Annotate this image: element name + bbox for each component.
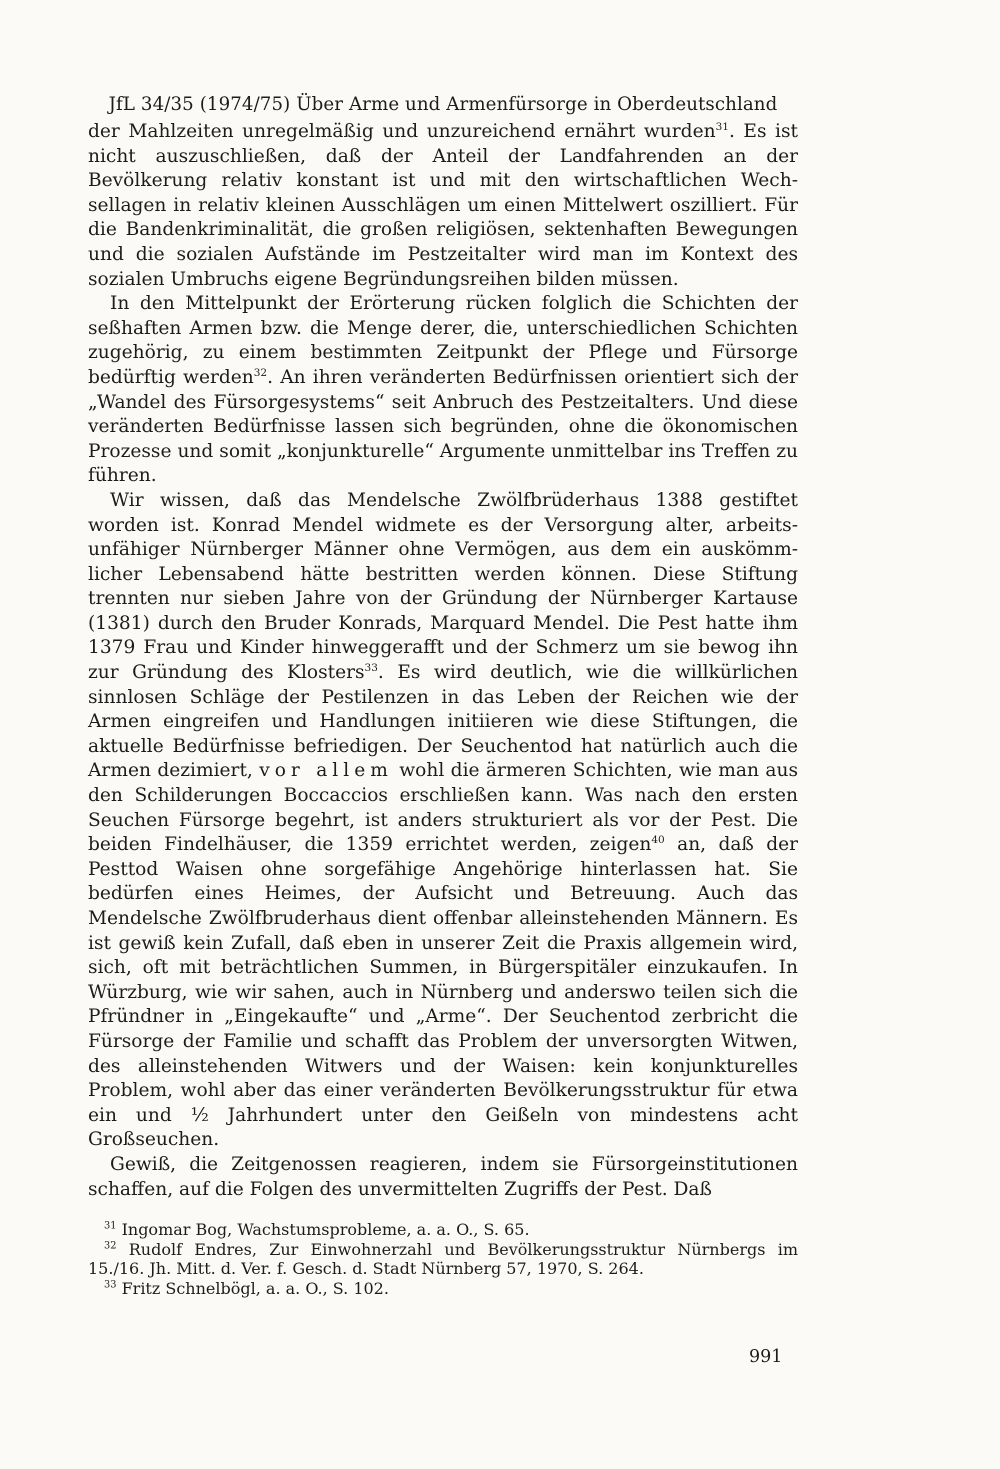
paragraph (88, 120, 798, 292)
footnotes (88, 1220, 798, 1298)
body-text (88, 120, 798, 1202)
footnote-31 (88, 1220, 798, 1240)
footnote-reference: 33 (364, 661, 378, 674)
footnote-number: 32 (104, 1240, 117, 1252)
text-run: . Es wird deutlich, wie die willkürlichen sinnlosen Schläge der Pestilenzen in das Leben der Reichen wie der Armen eingreifen und Handlungen initiieren wie diese Stiftungen, die aktuelle Bedürfnisse befriedigen. Der Seuchentod hat natürlich auch die Armen dezimiert, (88, 662, 798, 782)
text-run: Gewiß, die Zeitgenossen reagieren, indem sie Fürsorgeinstitutionen schaffen, auf die Folgen des unvermittelten Zugriffs der Pest. Daß (88, 1153, 798, 1200)
footnote-33 (88, 1279, 798, 1299)
page-number: 991 (749, 1347, 783, 1367)
text-run: . An ihren veränderten Bedürfnissen orientiert sich der „Wandel des Fürsorgesystems“ seit Anbruch des Pestzeitalters. Und diese veränderten Bedürfnisse lassen sich begründen, ohne die ökonomischen Prozesse und somit „konjunkturelle“ Argumente unmittelbar ins Treffen zu führen. (88, 366, 798, 487)
text-run: Wir wissen, daß das Mendelsche Zwölfbrüderhaus 1388 gestiftet worden ist. Konrad Mendel widmete es der Versorgung alter, arbeitsunfähiger Nürnberger Männer ohne Vermögen, aus dem ein auskömmlicher Lebensabend hätte bestritten werden können. Diese Stiftung trennten nur sieben Jahre von der Gründung der Nürnberger Kartause (1381) durch den Bruder Konrads, Marquard Mendel. Die Pest hatte ihm 1379 Frau und Kinder hinweggerafft und der Schmerz um sie bewog ihn zur Gründung des Klosters (88, 489, 798, 684)
text-run: an, daß der Pesttod Waisen ohne sorgefähige Angehörige hinterlassen hat. Sie bedürfen eines Heimes, der Aufsicht und Betreuung. Auch das Mendelsche Zwölfbruderhaus dient offenbar alleinstehenden Männern. Es ist gewiß kein Zufall, daß eben in unserer Zeit die Praxis allgemein wird, sich, oft mit beträchtlichen Summen, in Bürgerspitäler einzukaufen. In Würzburg, wie wir sahen, auch in Nürnberg und anderswo teilen sich die Pfründner in „Eingekaufte“ und „Arme“. Der Seuchentod zerbricht die Fürsorge der Familie und schafft das Problem der unversorgten Witwen, des alleinstehenden Witwers und der Waisen: kein konjunkturelles Problem, wohl aber das einer veränderten Bevölkerungsstruktur für etwa ein und ½ Jahrhundert unter den Geißeln von mindestens acht Großseuchen. (88, 834, 798, 1151)
footnote-reference: 40 (651, 834, 665, 847)
footnote-number: 33 (104, 1279, 117, 1291)
footnote-text: Rudolf Endres, Zur Einwohnerzahl und Bevölkerungsstruktur Nürnbergs im 15./16. Jh. Mitt. d. Ver. f. Gesch. d. Stadt Nürnberg 57, 1970, S. 264. (88, 1239, 798, 1279)
paragraph (88, 489, 798, 1153)
text-run: In den Mittelpunkt der Erörterung rücken folglich die Schichten der seßhaften Armen bzw. die Menge derer, die, unterschiedlichen Schichten zugehörig, zu einem bestimmten Zeitpunkt der Pflege und Fürsorge bedürftig werden (88, 293, 798, 388)
footnote-reference: 32 (253, 366, 268, 379)
footnote-text: Ingomar Bog, Wachstumsprobleme, a. a. O., S. 65. (121, 1220, 530, 1240)
paragraph (88, 1153, 798, 1202)
footnote-text: Fritz Schnelbögl, a. a. O., S. 102. (121, 1278, 389, 1298)
text-run: wohl die ärmeren Schichten, wie man aus den Schilderungen Boccaccios erschließen kann. Was nach den ersten Seuchen Fürsorge begehrt, ist anders strukturiert als vor der Pest. Die beiden Findelhäuser, die 1359 errichtet werden, zeigen (88, 760, 798, 856)
running-head: JfL 34/35 (1974/75) Über Arme und Armenfürsorge in Oberdeutschland (108, 94, 778, 115)
footnote-reference: 31 (715, 120, 729, 133)
footnote-32 (88, 1240, 798, 1279)
footnote-number: 31 (104, 1220, 117, 1232)
page (88, 92, 798, 1298)
emphasis-spaced: vor allem (259, 760, 393, 782)
text-run: der Mahlzeiten unregelmäßig und unzureichend ernährt wurden (88, 121, 716, 142)
paragraph (88, 292, 798, 489)
text-run: . Es ist nicht auszuschließen, daß der Anteil der Landfahrenden an der Bevölkerung relativ konstant ist und mit den wirtschaftlichen Wechsellagen in relativ kleinen Ausschlägen um einen Mittelwert oszilliert. Für die Bandenkriminalität, die großen religiösen, sektenhaften Bewegungen und die sozialen Aufstände im Pestzeitalter wird man im Kontext des sozialen Umbruchs eigene Begründungsreihen bilden müssen. (88, 121, 798, 290)
